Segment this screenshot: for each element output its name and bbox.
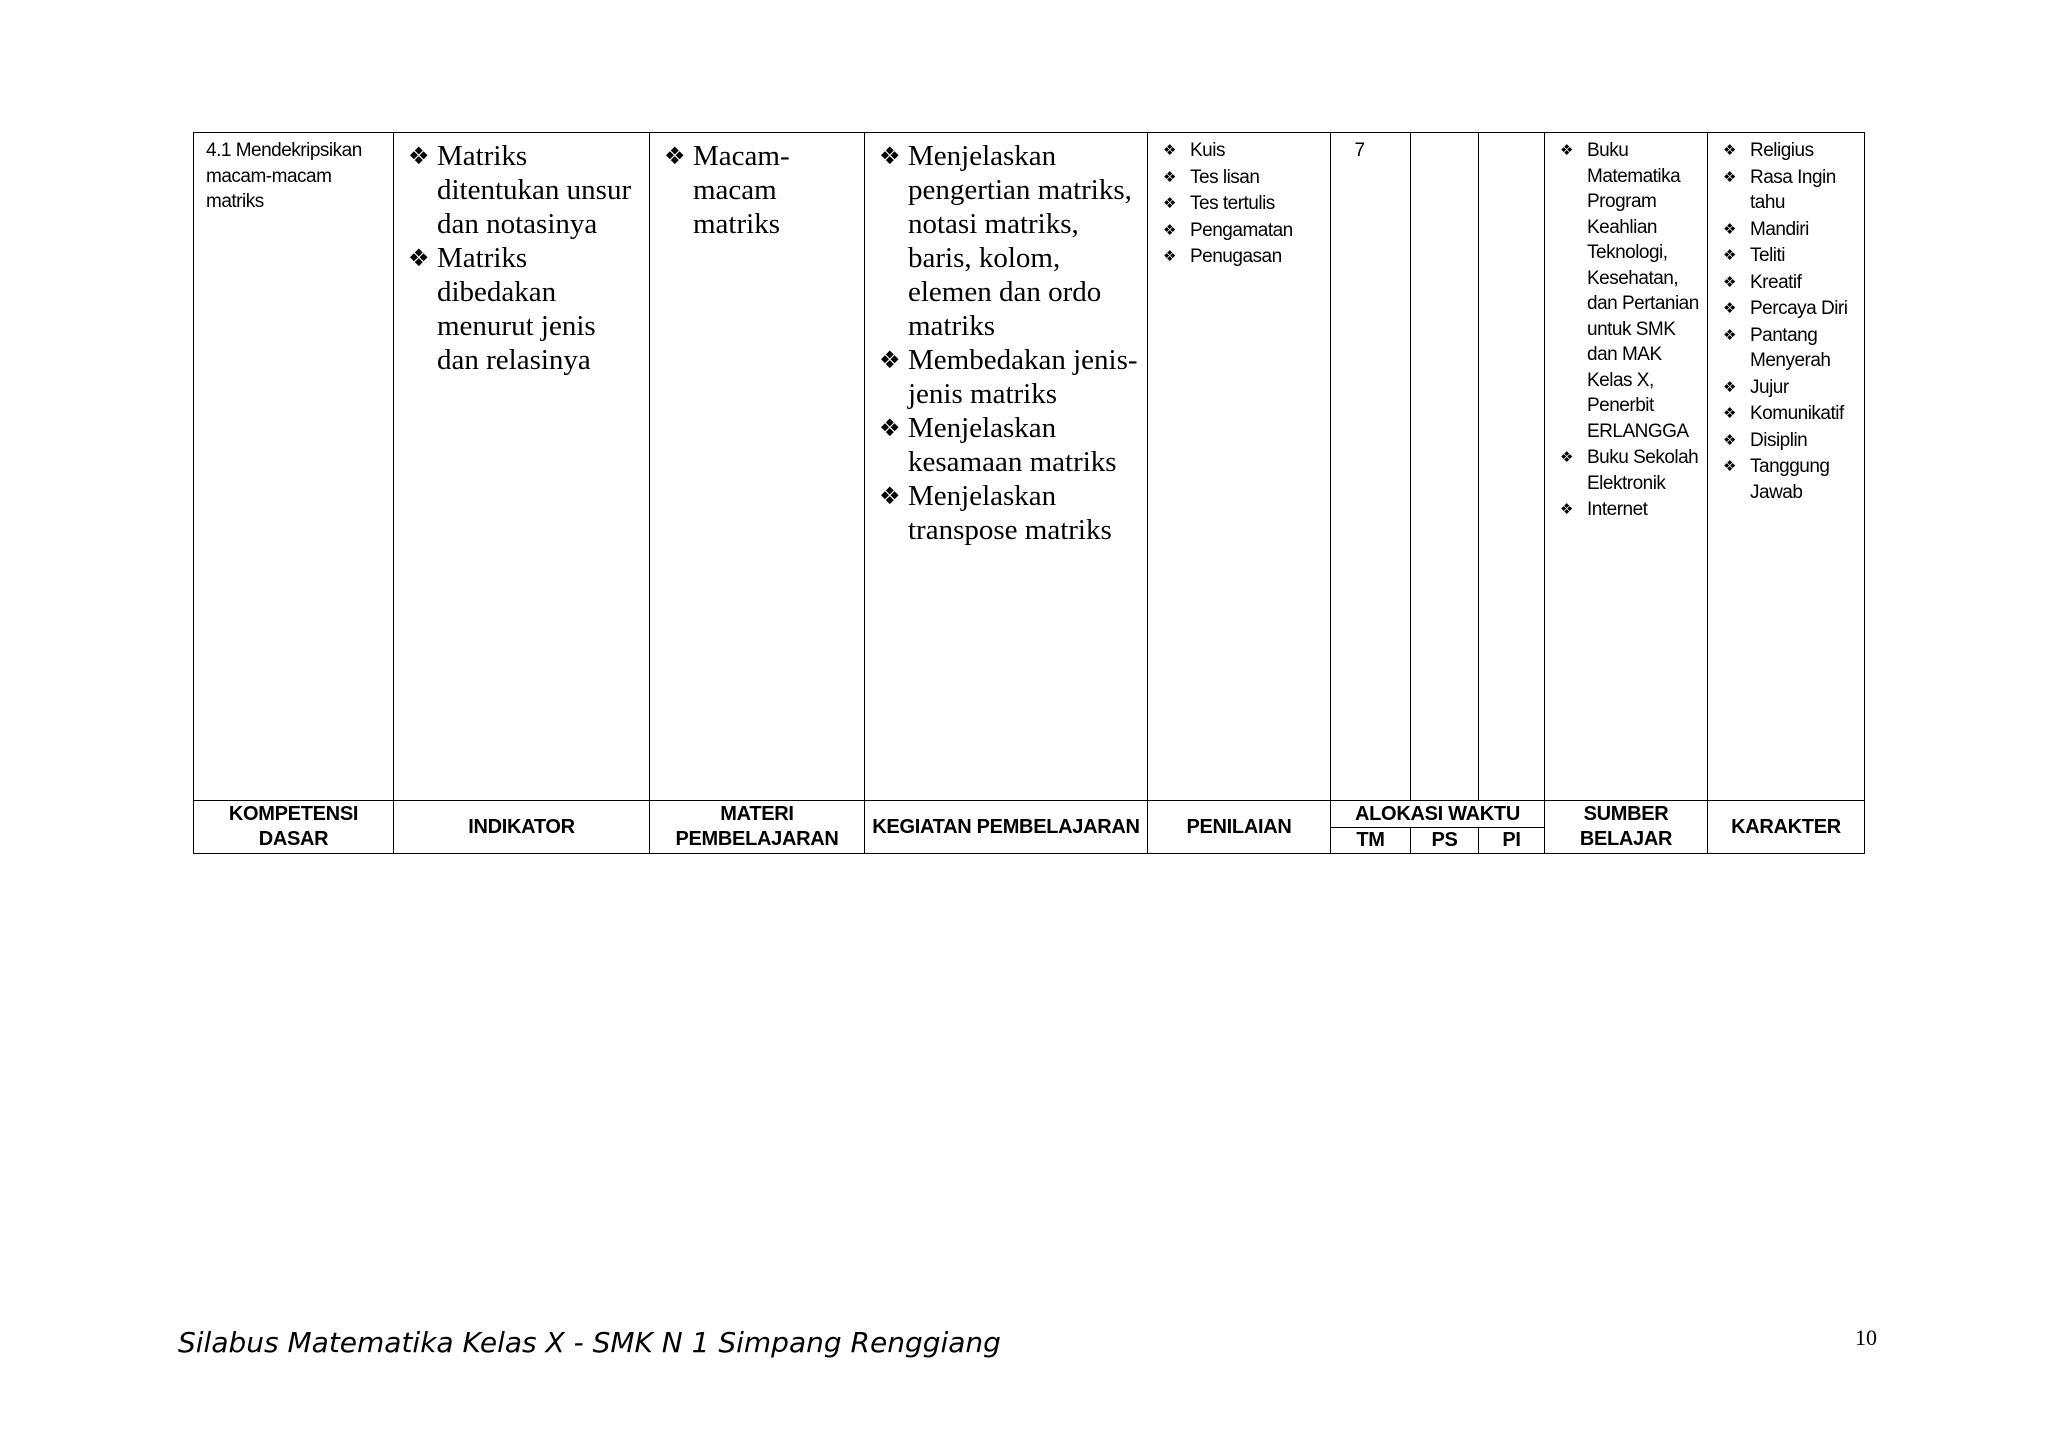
list-item: ❖ Menjelaskan pengertian matriks, notasi matriks, baris, kolom, elemen dan ordo matriks [879, 139, 1139, 343]
header-tm: TM [1331, 828, 1411, 854]
list-item: ❖ Tes tertulis [1161, 191, 1324, 217]
karakter-cell [1708, 133, 1865, 801]
header-materi: MATERI PEMBELAJARAN [650, 801, 865, 854]
list-item: ❖ Pantang Menyerah [1721, 323, 1858, 374]
kegiatan-list [865, 133, 1147, 547]
penilaian-list [1148, 133, 1330, 270]
list-item: ❖ Menjelaskan kesamaan matriks [879, 411, 1139, 479]
list-item: ❖ Religius [1721, 138, 1858, 164]
sumber-list [1545, 133, 1707, 523]
indikator-list [394, 133, 649, 377]
list-item: ❖ Kreatif [1721, 270, 1858, 296]
header-alokasi-waktu: ALOKASI WAKTU [1331, 801, 1545, 828]
list-item: ❖ Tes lisan [1161, 165, 1324, 191]
list-item: ❖ Rasa Ingin tahu [1721, 165, 1858, 216]
materi-cell [650, 133, 865, 801]
list-item: ❖ Matriks dibedakan menurut jenis dan relasinya [408, 241, 641, 377]
list-item: ❖ Buku Sekolah Elektronik [1558, 445, 1701, 496]
header-kompetensi-dasar: KOMPETENSI DASAR [194, 801, 394, 854]
list-item: ❖ Mandiri [1721, 217, 1858, 243]
header-row [194, 801, 1865, 828]
page-number: 10 [1855, 1325, 1877, 1350]
header-karakter: KARAKTER [1708, 801, 1865, 854]
list-item: ❖ Komunikatif [1721, 401, 1858, 427]
list-item: ❖ Menjelaskan transpose matriks [879, 479, 1139, 547]
list-item: ❖ Percaya Diri [1721, 296, 1858, 322]
list-item: ❖ Tanggung Jawab [1721, 454, 1858, 505]
list-item: ❖ Penugasan [1161, 244, 1324, 270]
karakter-list [1708, 133, 1864, 505]
kompetensi-dasar-text: 4.1 Mendekripsikan macam-macam matriks [206, 140, 362, 212]
penilaian-cell [1148, 133, 1331, 801]
header-indikator: INDIKATOR [394, 801, 650, 854]
list-item: ❖ Membedakan jenis-jenis matriks [879, 343, 1139, 411]
list-item: ❖ Matriks ditentukan unsur dan notasinya [408, 139, 641, 241]
header-sumber-belajar: SUMBER BELAJAR [1545, 801, 1708, 854]
header-pi: PI [1479, 828, 1545, 854]
kompetensi-dasar-cell [194, 133, 394, 801]
sumber-cell [1545, 133, 1708, 801]
footer-title: Silabus Matematika Kelas X - SMK N 1 Simpang Renggiang [178, 1326, 1001, 1359]
tm-value-cell: 7 [1331, 133, 1411, 801]
list-item: ❖ Kuis [1161, 138, 1324, 164]
materi-list [650, 133, 864, 241]
list-item: ❖ Internet [1558, 497, 1701, 523]
header-ps: PS [1411, 828, 1479, 854]
syllabus-table [193, 132, 1865, 854]
list-item: ❖ Teliti [1721, 243, 1858, 269]
list-item: ❖ Disiplin [1721, 428, 1858, 454]
list-item: ❖ Jujur [1721, 375, 1858, 401]
list-item: ❖ Macam-macam matriks [664, 139, 856, 241]
pi-value-cell [1479, 133, 1545, 801]
ps-value-cell [1411, 133, 1479, 801]
table-row [194, 133, 1865, 801]
header-kegiatan: KEGIATAN PEMBELAJARAN [865, 801, 1148, 854]
kegiatan-cell [865, 133, 1148, 801]
list-item: ❖ Pengamatan [1161, 218, 1324, 244]
list-item: ❖ Buku Matematika Program Keahlian Teknologi, Kesehatan, dan Pertanian untuk SMK dan MAK Kelas X, Penerbit ERLANGGA [1558, 138, 1701, 444]
indikator-cell [394, 133, 650, 801]
header-penilaian: PENILAIAN [1148, 801, 1331, 854]
